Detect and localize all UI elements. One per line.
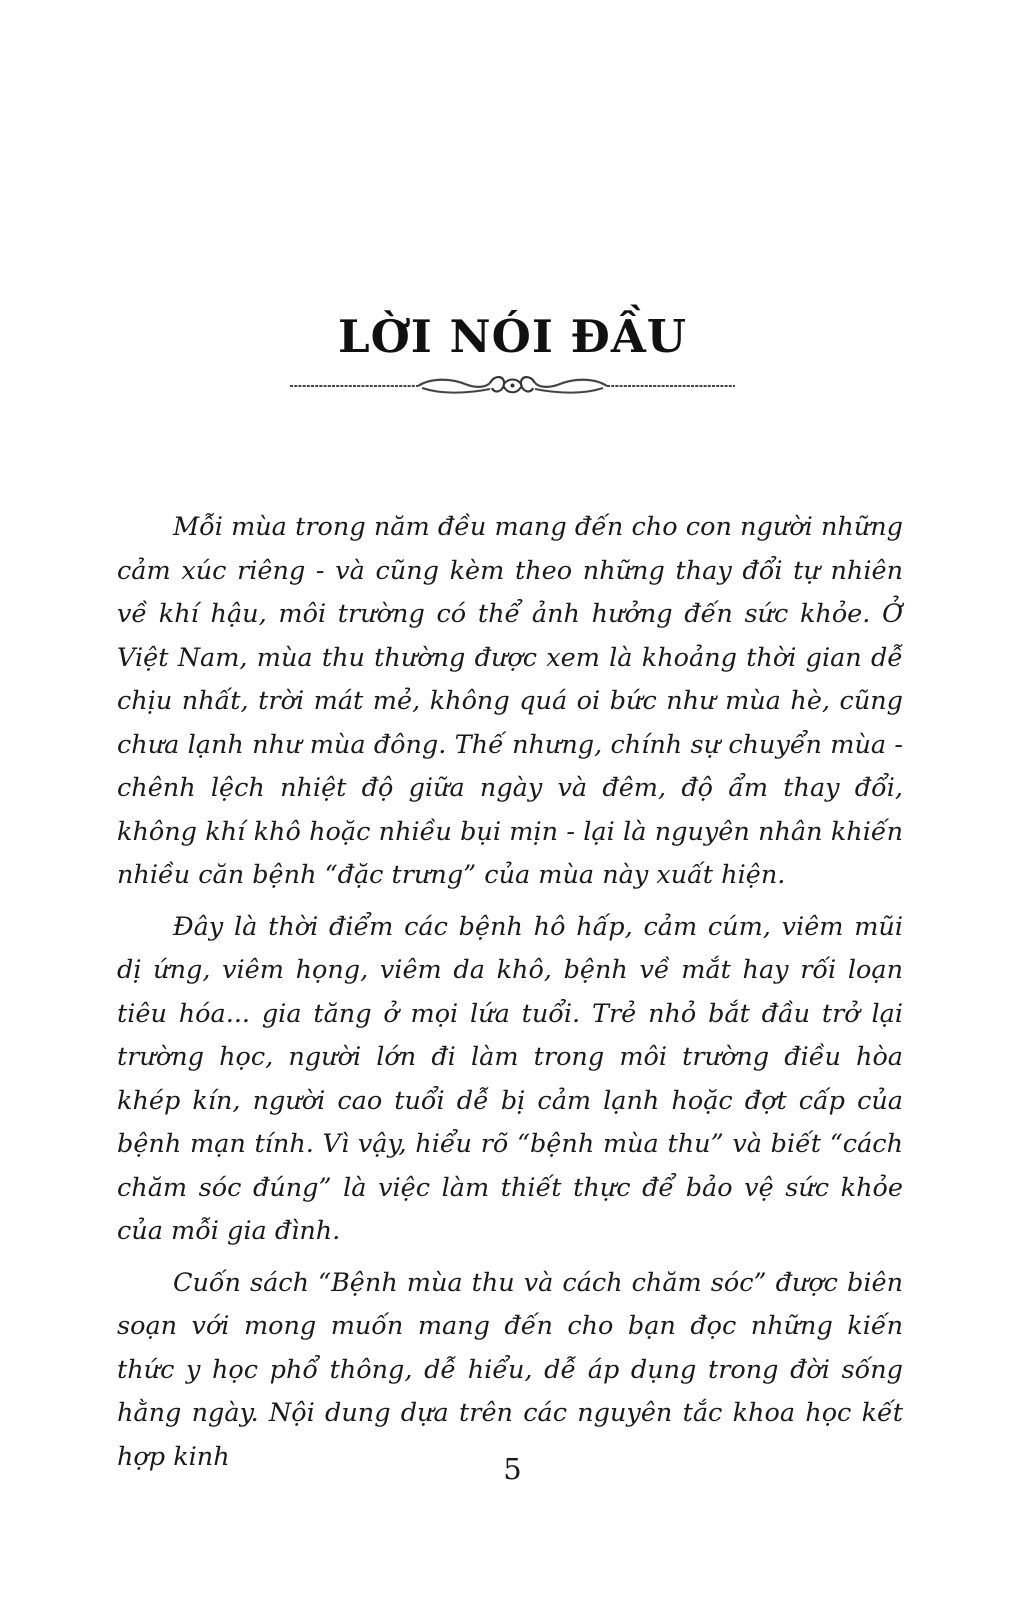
flourish-divider-icon bbox=[290, 372, 735, 400]
paragraph: Đây là thời điểm các bệnh hô hấp, cảm cúm, viêm mũi dị ứng, viêm họng, viêm da khô, bệnh về mắt hay rối loạn tiêu hóa... gia tăng ở mọi lứa tuổi. Trẻ nhỏ bắt đầu trở lại trường học, người lớn đi làm trong môi trường điều hòa khép kín, người cao tuổi dễ bị cảm lạnh hoặc đợt cấp của bệnh mạn tính. Vì vậy, hiểu rõ “bệnh mùa thu” và biết “cách chăm sóc đúng” là việc làm thiết thực để bảo vệ sức khỏe của mỗi gia đình. bbox=[117, 911, 903, 1246]
paragraph: Cuốn sách “Bệnh mùa thu và cách chăm sóc” được biên soạn với mong muốn mang đến cho bạn đọc những kiến thức y học phổ thông, dễ hiểu, dễ áp dụng trong đời sống hằng ngày. Nội dung dựa trên các nguyên tắc khoa học kết hợp kinh bbox=[117, 1267, 903, 1472]
paragraph: Mỗi mùa trong năm đều mang đến cho con người những cảm xúc riêng - và cũng kèm theo những thay đổi tự nhiên về khí hậu, môi trường có thể ảnh hưởng đến sức khỏe. Ở Việt Nam, mùa thu thường được xem là khoảng thời gian dễ chịu nhất, trời mát mẻ, không quá oi bức như mùa hè, cũng chưa lạnh như mùa đông. Thế nhưng, chính sự chuyển mùa - chênh lệch nhiệt độ giữa ngày và đêm, độ ẩm thay đổi, không khí khô hoặc nhiều bụi mịn - lại là nguyên nhân khiến nhiều căn bệnh “đặc trưng” của mùa này xuất hiện. bbox=[117, 512, 903, 890]
page-title: LỜI NÓI ĐẦU bbox=[337, 310, 688, 363]
preface-body bbox=[117, 506, 903, 1487]
page-number: 5 bbox=[503, 1452, 522, 1486]
